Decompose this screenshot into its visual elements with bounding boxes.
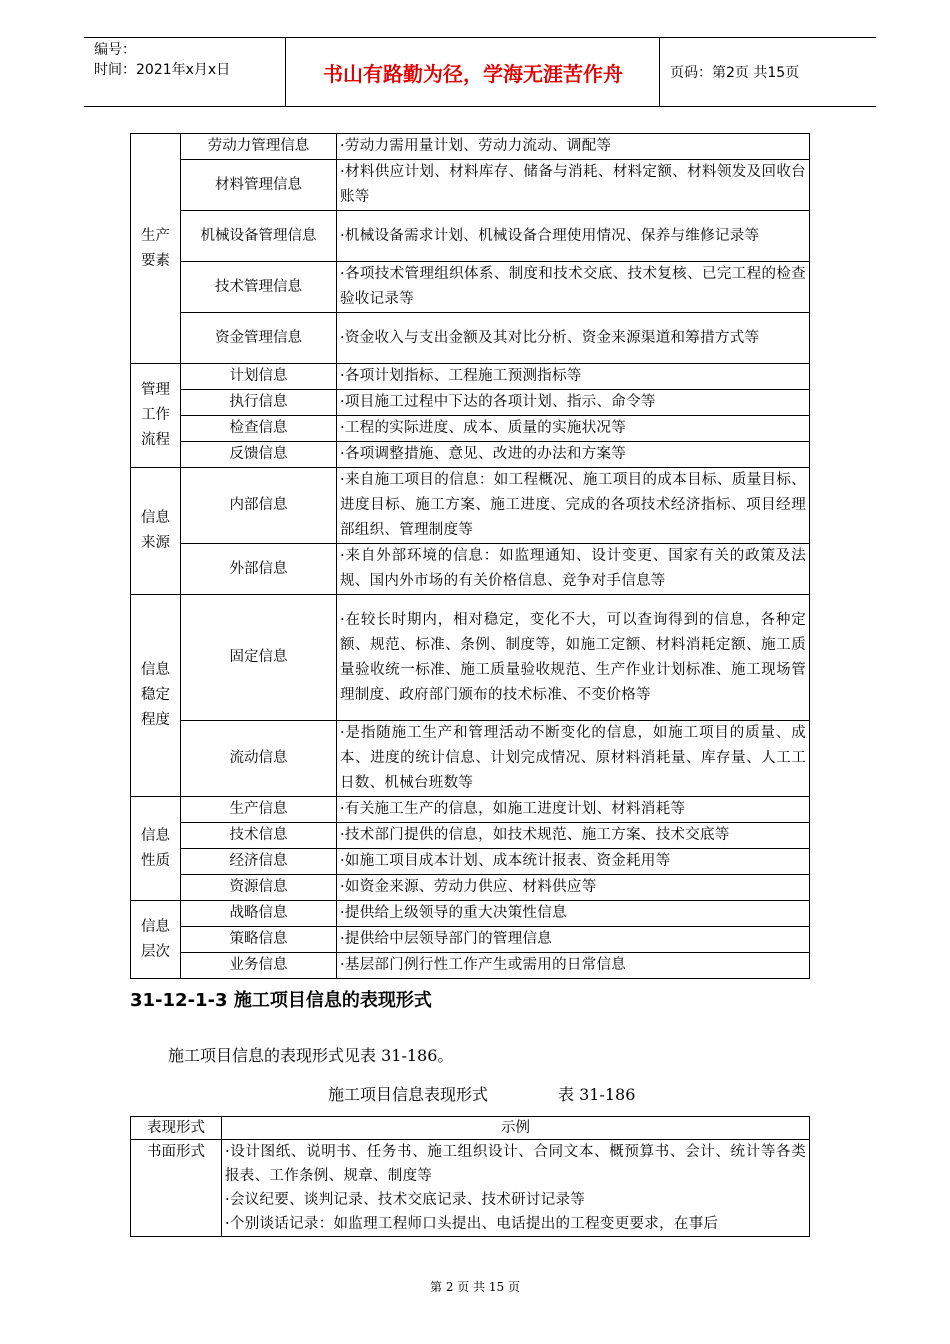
page-footer: 第 2 页 共 15 页	[430, 1280, 520, 1294]
header-cell: 表现形式	[131, 1117, 222, 1140]
category-cell: 管理 工作 流程	[131, 364, 181, 468]
item-cell: 内部信息	[181, 468, 337, 544]
item-cell: 经济信息	[181, 849, 337, 875]
table-header-row	[131, 1117, 810, 1140]
item-cell: 材料管理信息	[181, 160, 337, 211]
examples-cell	[222, 1140, 810, 1237]
desc-cell: ·资金收入与支出金额及其对比分析、资金来源渠道和筹措方式等	[337, 313, 810, 364]
item-cell: 固定信息	[181, 595, 337, 721]
table-row	[131, 595, 810, 721]
item-cell: 资金管理信息	[181, 313, 337, 364]
example-line: ·设计图纸、说明书、任务书、施工组织设计、合同文本、概预算书、会计、统计等各类报表、工作条例、规章、制度等	[225, 1144, 806, 1184]
item-cell: 检查信息	[181, 416, 337, 442]
item-cell: 技术管理信息	[181, 262, 337, 313]
item-cell: 流动信息	[181, 721, 337, 797]
desc-cell: ·如资金来源、劳动力供应、材料供应等	[337, 875, 810, 901]
form-cell: 书面形式	[131, 1140, 222, 1237]
desc-cell: ·来自外部环境的信息：如监理通知、设计变更、国家有关的政策及法规、国内外市场的有关价格信息、竞争对手信息等	[337, 544, 810, 595]
table-row	[131, 313, 810, 364]
category-cell: 信息 层次	[131, 901, 181, 979]
time-label: 时间：2021年x月x日	[94, 62, 231, 78]
number-label: 编号：	[94, 42, 136, 58]
table-row	[131, 901, 810, 927]
item-cell: 战略信息	[181, 901, 337, 927]
header-page-info: 页码：第2页 共15页	[670, 65, 800, 81]
desc-cell: ·各项调整措施、意见、改进的办法和方案等	[337, 442, 810, 468]
table-row	[131, 1140, 810, 1237]
table-row	[131, 134, 810, 160]
table-row	[131, 468, 810, 544]
table-row	[131, 160, 810, 211]
desc-cell: ·在较长时期内，相对稳定，变化不大，可以查询得到的信息，各种定额、规范、标准、条例、制度等，如施工定额、材料消耗定额、施工质量验收统一标准、施工质量验收规范、生产作业计划标准、施工现场管理制度、政府部门颁布的技术标准、不变价格等	[337, 595, 810, 721]
table-row	[131, 390, 810, 416]
table-row	[131, 875, 810, 901]
category-cell: 信息 来源	[131, 468, 181, 595]
table-row	[131, 823, 810, 849]
item-cell: 业务信息	[181, 953, 337, 979]
page-header	[84, 37, 876, 107]
category-cell: 生产 要素	[131, 134, 181, 364]
table-row	[131, 721, 810, 797]
table-row	[131, 364, 810, 390]
desc-cell: ·技术部门提供的信息，如技术规范、施工方案、技术交底等	[337, 823, 810, 849]
info-forms-table	[130, 1116, 810, 1237]
header-cell: 示例	[222, 1117, 810, 1140]
example-line: ·会议纪要、谈判记录、技术交底记录、技术研讨记录等	[225, 1192, 586, 1208]
item-cell: 外部信息	[181, 544, 337, 595]
desc-cell: ·各项技术管理组织体系、制度和技术交底、技术复核、已完工程的检查验收记录等	[337, 262, 810, 313]
body-paragraph: 施工项目信息的表现形式见表 31-186。	[168, 1046, 454, 1065]
item-cell: 反馈信息	[181, 442, 337, 468]
category-cell: 信息 稳定 程度	[131, 595, 181, 797]
item-cell: 策略信息	[181, 927, 337, 953]
table-caption-number: 表 31-186	[558, 1085, 636, 1104]
item-cell: 计划信息	[181, 364, 337, 390]
item-cell: 生产信息	[181, 797, 337, 823]
desc-cell: ·提供给中层领导部门的管理信息	[337, 927, 810, 953]
item-cell: 劳动力管理信息	[181, 134, 337, 160]
item-cell: 资源信息	[181, 875, 337, 901]
desc-cell: ·有关施工生产的信息，如施工进度计划、材料消耗等	[337, 797, 810, 823]
item-cell: 机械设备管理信息	[181, 211, 337, 262]
desc-cell: ·项目施工过程中下达的各项计划、指示、命令等	[337, 390, 810, 416]
table-row	[131, 953, 810, 979]
table-row	[131, 544, 810, 595]
desc-cell: ·是指随施工生产和管理活动不断变化的信息，如施工项目的质量、成本、进度的统计信息、计划完成情况、原材料消耗量、库存量、人工工日数、机械台班数等	[337, 721, 810, 797]
table-row	[131, 416, 810, 442]
table-row	[131, 211, 810, 262]
desc-cell: ·来自施工项目的信息：如工程概况、施工项目的成本目标、质量目标、进度目标、施工方案、施工进度、完成的各项技术经济指标、项目经理部组织、管理制度等	[337, 468, 810, 544]
desc-cell: ·机械设备需求计划、机械设备合理使用情况、保养与维修记录等	[337, 211, 810, 262]
desc-cell: ·各项计划指标、工程施工预测指标等	[337, 364, 810, 390]
header-meta	[84, 38, 286, 106]
table-row	[131, 797, 810, 823]
table-row	[131, 262, 810, 313]
item-cell: 执行信息	[181, 390, 337, 416]
table-row	[131, 442, 810, 468]
desc-cell: ·材料供应计划、材料库存、储备与消耗、材料定额、材料领发及回收台账等	[337, 160, 810, 211]
table-row	[131, 849, 810, 875]
table-row	[131, 927, 810, 953]
desc-cell: ·基层部门例行性工作产生或需用的日常信息	[337, 953, 810, 979]
desc-cell: ·工程的实际进度、成本、质量的实施状况等	[337, 416, 810, 442]
section-heading: 31-12-1-3 施工项目信息的表现形式	[130, 990, 432, 1011]
info-classification-table	[130, 133, 810, 979]
desc-cell: ·劳动力需用量计划、劳动力流动、调配等	[337, 134, 810, 160]
table-caption-title: 施工项目信息表现形式	[328, 1085, 489, 1104]
header-motto: 书山有路勤为径，学海无涯苦作舟	[287, 38, 660, 106]
desc-cell: ·如施工项目成本计划、成本统计报表、资金耗用等	[337, 849, 810, 875]
category-cell: 信息 性质	[131, 797, 181, 901]
item-cell: 技术信息	[181, 823, 337, 849]
desc-cell: ·提供给上级领导的重大决策性信息	[337, 901, 810, 927]
example-line: ·个别谈话记录：如监理工程师口头提出、电话提出的工程变更要求，在事后	[225, 1216, 719, 1232]
